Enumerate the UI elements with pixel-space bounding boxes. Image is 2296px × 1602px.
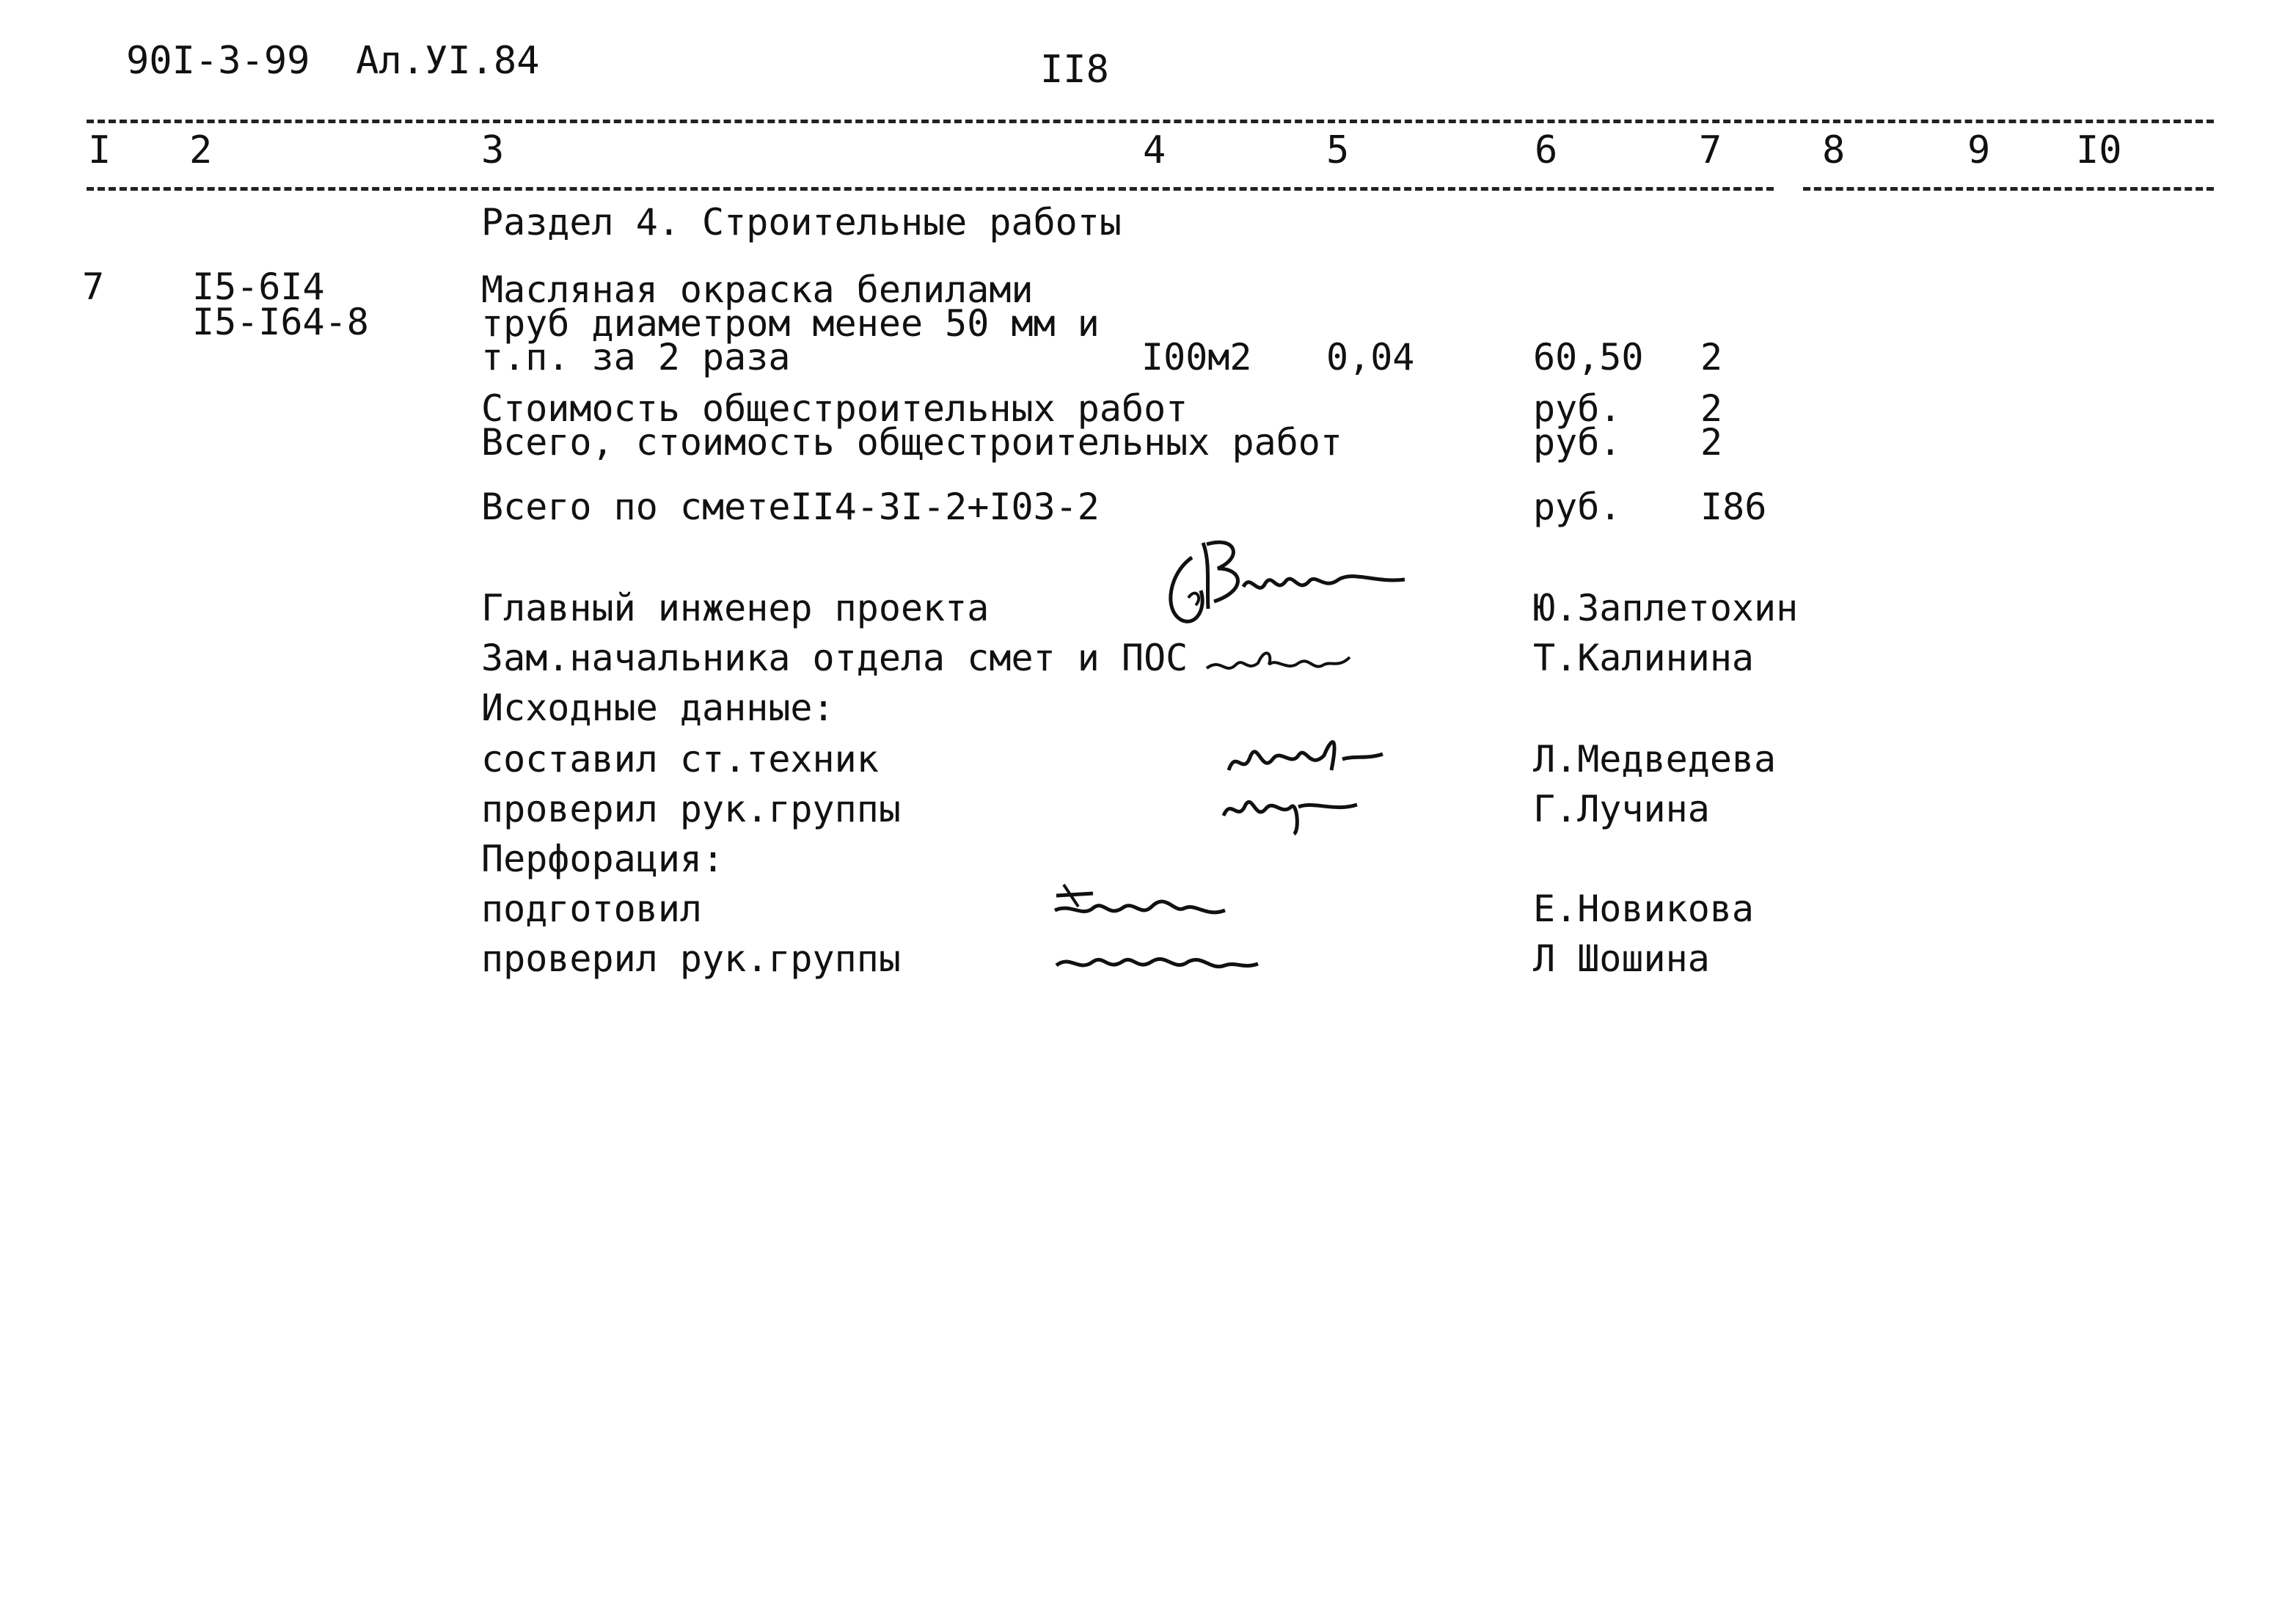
signatory-role-perforation-checked-by: проверил рук.группы bbox=[481, 937, 901, 980]
page-number: II8 bbox=[1040, 48, 1109, 92]
signatory-name-checked-by: Г.Лучина bbox=[1533, 788, 1710, 830]
table-header-rule-left bbox=[87, 187, 1774, 191]
source-data-heading: Исходные данные: bbox=[481, 687, 835, 729]
signature-perforation-checked-by bbox=[1049, 936, 1262, 987]
item-description-line-3: т.п. за 2 раза bbox=[481, 336, 791, 378]
signatory-role-chief-engineer: Главный инженер проекта bbox=[481, 587, 990, 629]
total-label-2: Всего, стоимость общестроительных работ bbox=[481, 421, 1342, 464]
perforation-heading: Перфорация: bbox=[481, 838, 725, 880]
col-header-6: 6 bbox=[1535, 128, 1558, 172]
item-description-line-1: Масляная окраска белилами bbox=[481, 268, 1034, 311]
table-header-rule-right bbox=[1803, 187, 2214, 191]
signatory-role-checked-by: проверил рук.группы bbox=[481, 788, 901, 830]
signatory-name-prepared-by: Е.Новикова bbox=[1533, 888, 1755, 930]
signatory-name-chief-engineer: Ю.Заплетохин bbox=[1533, 587, 1799, 629]
col-header-7: 7 bbox=[1699, 128, 1722, 172]
item-number: 7 bbox=[82, 266, 105, 308]
item-quantity: 0,04 bbox=[1326, 336, 1415, 378]
col-header-3: 3 bbox=[481, 128, 505, 172]
signatory-name-deputy-head: Т.Калинина bbox=[1533, 637, 1755, 679]
signature-deputy-head bbox=[1203, 635, 1364, 687]
total-unit-1: руб. bbox=[1533, 387, 1622, 430]
total-label-1: Стоимость общестроительных работ bbox=[481, 387, 1188, 430]
col-header-2: 2 bbox=[189, 128, 213, 172]
total-value-2: 2 bbox=[1700, 421, 1723, 464]
col-header-1: I bbox=[88, 128, 111, 172]
item-code-1: I5-6I4 bbox=[192, 266, 325, 308]
total-unit-2: руб. bbox=[1533, 421, 1622, 464]
table-top-rule bbox=[87, 120, 2214, 123]
total-value-1: 2 bbox=[1700, 387, 1723, 430]
total-label-3: Всего по сметеII4-3I-2+I03-2 bbox=[481, 486, 1100, 528]
col-header-9: 9 bbox=[1967, 128, 1991, 172]
signature-prepared-by bbox=[1049, 877, 1240, 936]
col-header-10: I0 bbox=[2076, 128, 2122, 172]
section-title: Раздел 4. Строительные работы bbox=[481, 201, 1122, 244]
item-unit-price: 60,50 bbox=[1533, 336, 1644, 378]
signature-checked-by bbox=[1218, 779, 1364, 838]
document-code: 90I-3-99 Ал.УI.84 bbox=[126, 39, 540, 83]
signatory-role-compiled-by: составил ст.техник bbox=[481, 738, 879, 780]
item-unit: I00м2 bbox=[1141, 336, 1252, 378]
item-code-2: I5-I64-8 bbox=[192, 301, 369, 343]
item-description-line-2: труб диаметром менее 50 мм и bbox=[481, 302, 1100, 345]
signature-chief-engineer bbox=[1155, 528, 1419, 638]
total-value-3: I86 bbox=[1700, 486, 1767, 528]
total-unit-3: руб. bbox=[1533, 486, 1622, 528]
signatory-name-perforation-checked-by: Л Шошина bbox=[1533, 937, 1710, 980]
signatory-role-prepared-by: подготовил bbox=[481, 888, 703, 930]
col-header-8: 8 bbox=[1822, 128, 1846, 172]
col-header-5: 5 bbox=[1326, 128, 1350, 172]
col-header-4: 4 bbox=[1143, 128, 1166, 172]
item-total: 2 bbox=[1700, 336, 1723, 378]
signatory-role-deputy-head: Зам.начальника отдела смет и ПОС bbox=[481, 637, 1188, 679]
signatory-name-compiled-by: Л.Медведева bbox=[1533, 738, 1777, 780]
